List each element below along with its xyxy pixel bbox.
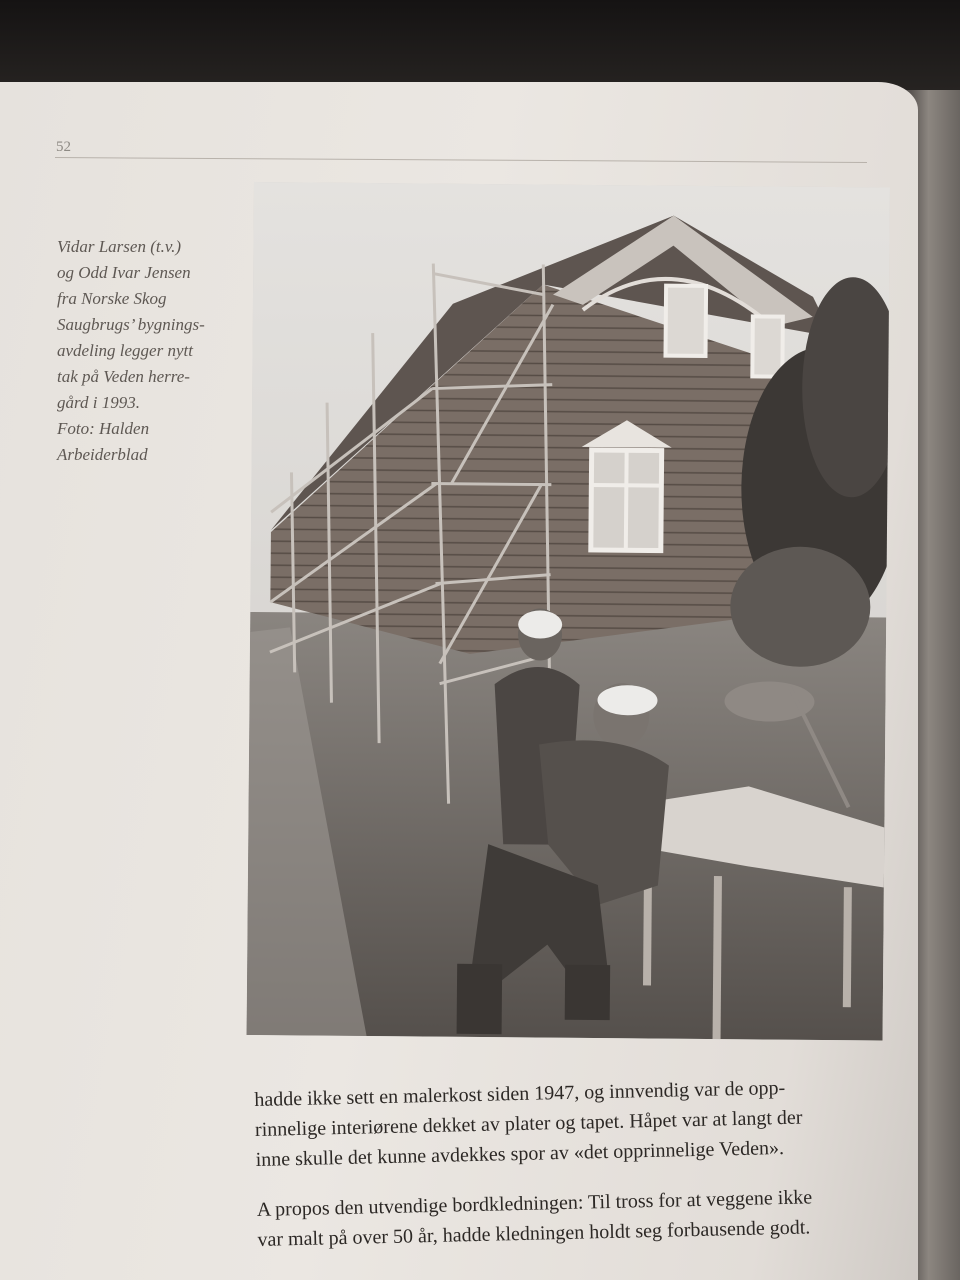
paragraph: [256, 1180, 897, 1255]
text-line: inne skulle det kunne avdekkes spor av «det opprinnelige Veden».: [255, 1136, 785, 1171]
page-number: 52: [56, 139, 71, 155]
caption-line: og Odd Ivar Jensen: [57, 263, 191, 282]
caption-line: Vidar Larsen (t.v.): [57, 237, 182, 256]
caption-line: Foto: Halden: [57, 419, 150, 438]
caption-line: avdeling legger nytt: [57, 341, 193, 360]
text-line: var malt på over 50 år, hadde kledningen holdt seg forbausende godt.: [257, 1216, 811, 1251]
book-page: [0, 82, 918, 1280]
caption-line: tak på Veden herre-: [57, 367, 190, 386]
body-text: [254, 1070, 898, 1274]
caption-line: fra Norske Skog: [57, 289, 167, 308]
background-desk: [0, 0, 960, 90]
caption-line: gård i 1993.: [57, 393, 140, 412]
caption-line: Saugbrugs’ bygnings-: [57, 315, 205, 334]
photograph: [247, 182, 890, 1041]
paragraph: [254, 1070, 896, 1174]
text-line: A propos den utvendige bordkledningen: Til tross for at veggene ikke: [256, 1186, 813, 1221]
text-line: rinnelige interiørene dekket av plater og tapet. Håpet var at langt der: [254, 1106, 803, 1141]
text-line: hadde ikke sett en malerkost siden 1947, og innvendig var de opp-: [254, 1076, 786, 1111]
header-rule: [55, 157, 867, 163]
photo-illustration: [247, 182, 890, 1041]
caption-line: Arbeiderblad: [57, 445, 148, 464]
photo-caption: [57, 234, 247, 468]
